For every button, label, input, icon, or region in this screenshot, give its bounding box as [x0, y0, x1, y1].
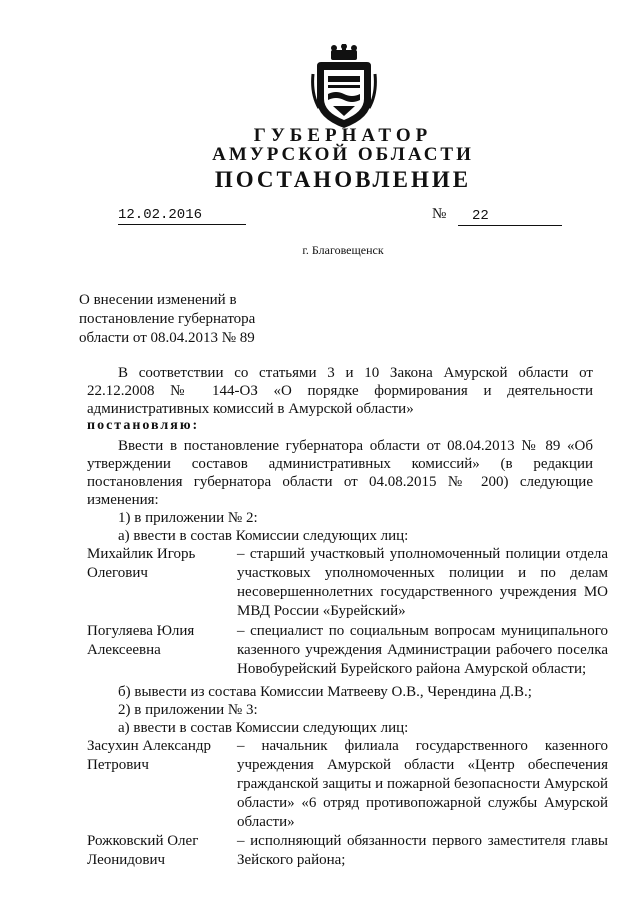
item-appendix-2: 1) в приложении № 2:: [118, 510, 258, 526]
header-governor-title: ГУБЕРНАТОР: [253, 125, 433, 146]
item-appendix-3: 2) в приложении № 3:: [118, 702, 258, 718]
item-appendix-2-remove: б) вывести из состава Комиссии Матвееву О.В., Черендина Д.В.;: [118, 684, 532, 700]
member-name-line: Погуляева Юлия: [87, 623, 195, 639]
header-region-title: АМУРСКОЙ ОБЛАСТИ: [212, 144, 474, 165]
preamble-paragraph: В соответствии со статьями 3 и 10 Закона Амурской области от 22.12.2008 № 144-ОЗ «О порядке формирования и деятельности административных комиссий в Амурской области»: [87, 365, 593, 417]
document-subject: [79, 291, 309, 348]
member-role: – специалист по социальным вопросам муниципального казенного учреждения Администрации рабочего поселка Новобурейский Бурейского района Амурской области;: [237, 623, 608, 677]
member-role: – исполняющий обязанности первого заместителя главы Зейского района;: [237, 833, 608, 868]
subject-line: О внесении изменений в: [79, 292, 237, 308]
member-name-line: Алексеевна: [87, 642, 161, 658]
member-role: – старший участковый уполномоченный полиции отдела участковых уполномоченных полиции и по делам несовершеннолетних государственного учреждения МО МВД России «Бурейский»: [237, 546, 608, 619]
member-name-line: Петрович: [87, 757, 149, 773]
intro-paragraph: Ввести в постановление губернатора области от 08.04.2013 № 89 «Об утверждении составов административных комиссий» (в редакции постановления губернатора области от 04.08.2015 № 200) следующие изменения:: [87, 438, 593, 508]
number-sign: №: [432, 206, 447, 222]
member-name: [87, 832, 227, 870]
document-type-title: ПОСТАНОВЛЕНИЕ: [214, 167, 472, 192]
subject-line: области от 08.04.2013 № 89: [79, 330, 255, 346]
member-name-line: Рожковский Олег: [87, 833, 199, 849]
coat-of-arms-emblem: [311, 44, 377, 130]
member-name-line: Михайлик Игорь: [87, 546, 196, 562]
item-appendix-2-add: а) ввести в состав Комиссии следующих лиц:: [118, 528, 409, 544]
member-name: [87, 545, 227, 583]
member-name: [87, 737, 227, 775]
decree-word: постановляю:: [87, 418, 200, 433]
member-name-line: Олегович: [87, 565, 148, 581]
member-name-line: Леонидович: [87, 852, 166, 868]
item-appendix-3-add: а) ввести в состав Комиссии следующих лиц:: [118, 720, 409, 736]
subject-line: постановление губернатора: [79, 311, 256, 327]
member-role: – начальник филиала государственного казенного учреждения Амурской области «Центр обеспечения гражданской защиты и пожарной безопасности Амурской области» «6 отряд противопожарной службы Амурской области»: [237, 738, 608, 830]
member-name-line: Засухин Александр: [87, 738, 211, 754]
document-date: 12.02.2016: [118, 207, 246, 225]
city-label: г. Благовещенск: [302, 243, 384, 257]
document-number: 22: [458, 208, 562, 226]
member-name: [87, 622, 227, 660]
